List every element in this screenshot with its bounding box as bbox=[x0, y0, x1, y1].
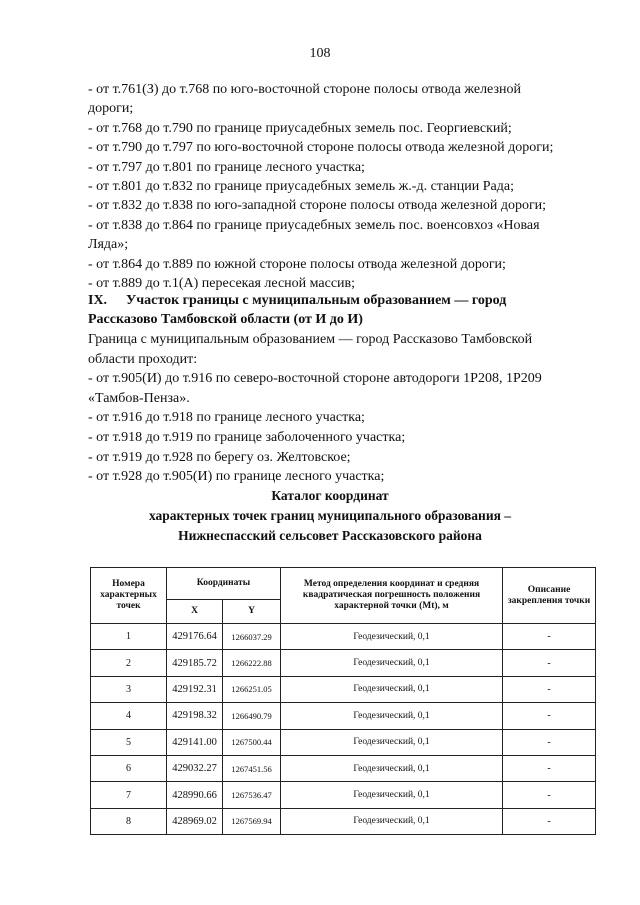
section-heading bbox=[88, 291, 608, 329]
header-description: Описание закрепления точки bbox=[503, 568, 596, 624]
cell-description: - bbox=[503, 676, 596, 702]
description-line: - от т.919 до т.928 по берегу оз. Желтовское; bbox=[88, 449, 351, 465]
table-row bbox=[91, 729, 596, 755]
description-line: - от т.832 до т.838 по юго-западной стороне полосы отвода железной дороги; bbox=[88, 198, 547, 214]
cell-x: 428969.02 bbox=[167, 808, 223, 834]
cell-method: Геодезический, 0,1 bbox=[281, 703, 503, 729]
cell-point-number: 4 bbox=[91, 703, 167, 729]
cell-description: - bbox=[503, 703, 596, 729]
cell-point-number: 7 bbox=[91, 782, 167, 808]
cell-y: 1267500.44 bbox=[223, 729, 281, 755]
description-line: - от т.797 до т.801 по границе лесного участка; bbox=[88, 159, 365, 175]
table-row bbox=[91, 703, 596, 729]
coordinates-table-body bbox=[91, 624, 596, 835]
cell-description: - bbox=[503, 650, 596, 676]
table-row bbox=[91, 676, 596, 702]
cell-method: Геодезический, 0,1 bbox=[281, 676, 503, 702]
cell-x: 429032.27 bbox=[167, 755, 223, 781]
cell-description: - bbox=[503, 808, 596, 834]
section-title-line1: Участок границы с муниципальным образованием — город bbox=[126, 293, 507, 308]
cell-description: - bbox=[503, 755, 596, 781]
cell-x: 429141.00 bbox=[167, 729, 223, 755]
table-row bbox=[91, 808, 596, 834]
cell-x: 429192.31 bbox=[167, 676, 223, 702]
cell-description: - bbox=[503, 782, 596, 808]
coordinates-table bbox=[90, 567, 596, 835]
cell-y: 1267536.47 bbox=[223, 782, 281, 808]
catalog-title-line: Нижнеспасский сельсовет Рассказовского района bbox=[178, 528, 482, 543]
description-line: - от т.928 до т.905(И) по границе лесного участка; bbox=[88, 469, 385, 485]
table-row bbox=[91, 650, 596, 676]
cell-point-number: 3 bbox=[91, 676, 167, 702]
cell-x: 429185.72 bbox=[167, 650, 223, 676]
description-line: Граница с муниципальным образованием — город Рассказово Тамбовской bbox=[88, 332, 533, 347]
description-line: дороги; bbox=[88, 101, 134, 117]
cell-point-number: 8 bbox=[91, 808, 167, 834]
description-line: - от т.889 до т.1(А) пересекая лесной массив; bbox=[88, 276, 356, 292]
cell-method: Геодезический, 0,1 bbox=[281, 729, 503, 755]
description-line: - от т.768 до т.790 по границе приусадебных земель пос. Георгиевский; bbox=[88, 120, 512, 136]
section-number: IX. bbox=[88, 293, 108, 308]
cell-method: Геодезический, 0,1 bbox=[281, 755, 503, 781]
cell-point-number: 1 bbox=[91, 624, 167, 650]
cell-y: 1266251.05 bbox=[223, 676, 281, 702]
description-line: «Тамбов-Пенза». bbox=[88, 390, 190, 406]
header-method: Метод определения координат и средняя квадратическая погрешность положения характерной точки (Mt), м bbox=[281, 568, 503, 624]
description-line: - от т.916 до т.918 по границе лесного участка; bbox=[88, 410, 365, 426]
header-point-number: Номера характерных точек bbox=[91, 568, 167, 624]
catalog-title bbox=[60, 486, 600, 546]
catalog-title-line: характерных точек границ муниципального образования – bbox=[148, 508, 512, 523]
cell-description: - bbox=[503, 624, 596, 650]
page-number: 108 bbox=[309, 46, 331, 61]
header-y: Y bbox=[223, 600, 281, 624]
cell-method: Геодезический, 0,1 bbox=[281, 624, 503, 650]
cell-x: 428990.66 bbox=[167, 782, 223, 808]
cell-x: 429198.32 bbox=[167, 703, 223, 729]
cell-point-number: 5 bbox=[91, 729, 167, 755]
cell-x: 429176.64 bbox=[167, 624, 223, 650]
cell-method: Геодезический, 0,1 bbox=[281, 782, 503, 808]
description-line: - от т.761(З) до т.768 по юго-восточной стороне полосы отвода железной bbox=[88, 82, 521, 97]
description-line: - от т.838 до т.864 по границе приусадебных земель пос. военсовхоз «Новая bbox=[88, 217, 540, 233]
section-title-line2: Рассказово Тамбовской области (от И до И) bbox=[88, 312, 363, 327]
cell-y: 1267451.56 bbox=[223, 755, 281, 781]
table-row bbox=[91, 782, 596, 808]
cell-method: Геодезический, 0,1 bbox=[281, 808, 503, 834]
table-row bbox=[91, 624, 596, 650]
description-line: - от т.790 до т.797 по юго-восточной стороне полосы отвода железной дороги; bbox=[88, 140, 554, 156]
section-body bbox=[88, 330, 608, 487]
cell-point-number: 2 bbox=[91, 650, 167, 676]
boundary-description-list bbox=[88, 80, 598, 293]
cell-y: 1266222.88 bbox=[223, 650, 281, 676]
table-row bbox=[91, 755, 596, 781]
cell-method: Геодезический, 0,1 bbox=[281, 650, 503, 676]
header-coordinates: Координаты bbox=[167, 568, 281, 600]
description-line: - от т.905(И) до т.916 по северо-восточной стороне автодороги 1Р208, 1Р209 bbox=[88, 371, 542, 387]
header-x: X bbox=[167, 600, 223, 624]
catalog-title-line: Каталог координат bbox=[271, 488, 389, 503]
cell-description: - bbox=[503, 729, 596, 755]
cell-y: 1266490.79 bbox=[223, 703, 281, 729]
description-line: области проходит: bbox=[88, 351, 198, 367]
cell-y: 1267569.94 bbox=[223, 808, 281, 834]
cell-point-number: 6 bbox=[91, 755, 167, 781]
description-line: Ляда»; bbox=[88, 237, 129, 253]
description-line: - от т.864 до т.889 по южной стороне полосы отвода железной дороги; bbox=[88, 256, 506, 272]
cell-y: 1266037.29 bbox=[223, 624, 281, 650]
description-line: - от т.918 до т.919 по границе заболоченного участка; bbox=[88, 429, 406, 445]
description-line: - от т.801 до т.832 по границе приусадебных земель ж.-д. станции Рада; bbox=[88, 179, 514, 195]
